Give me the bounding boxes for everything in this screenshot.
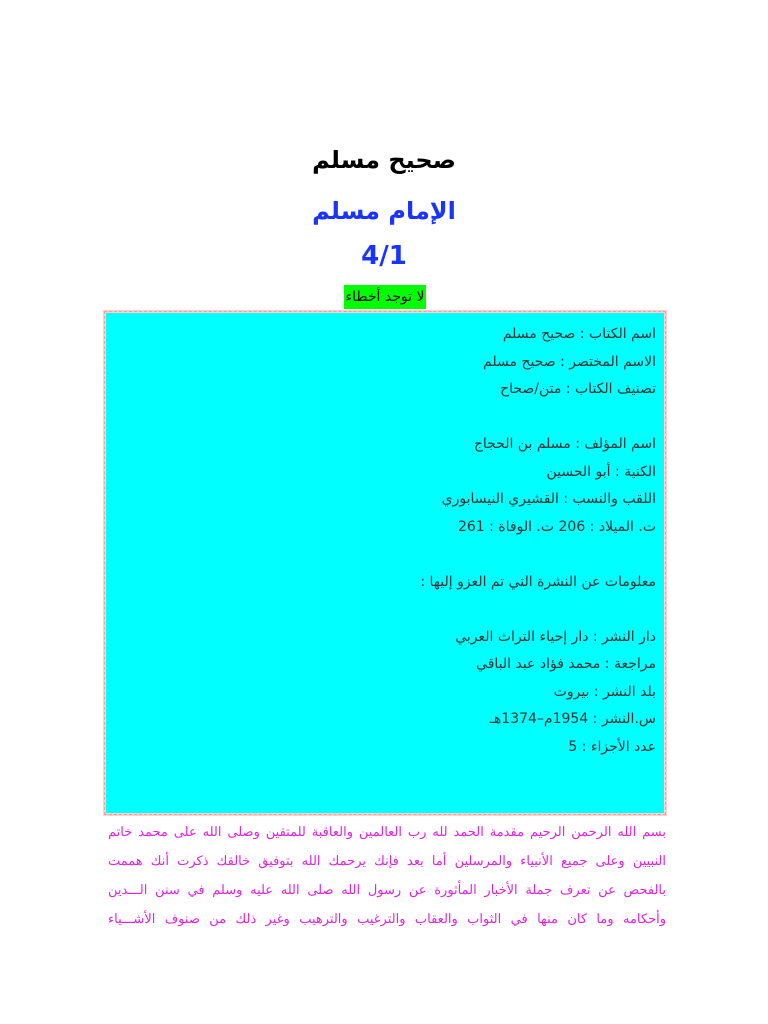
- info-line-kunya: الكنية : أبو الحسين: [546, 463, 656, 480]
- info-line-edition-heading: معلومات عن النشرة التي تم العزو إليها :: [420, 573, 656, 590]
- info-line-author: اسم المؤلف : مسلم بن الحجاج: [473, 436, 656, 452]
- info-line-short-name: الاسم المختصر : صحيح مسلم: [483, 353, 656, 370]
- book-info-lines: [420, 321, 656, 761]
- part-number: 4/1: [361, 241, 407, 271]
- book-title: صحيح مسلم: [312, 146, 456, 174]
- info-line-category: تصنيف الكتاب : متن/صحاح: [500, 381, 656, 397]
- info-line-dates: ت. الميلاد : 206 ت. الوفاة : 261: [457, 518, 656, 535]
- info-line-reviewer: مراجعة : محمد فؤاد عبد الباقي: [476, 656, 656, 672]
- info-line-book-name: اسم الكتاب : صحيح مسلم: [502, 326, 656, 342]
- intro-line: بالفحص عن تعرف جملة الأخبار المأثورة عن رسول الله صلى الله عليه وسلم في سنن الـــدين: [108, 883, 666, 898]
- author-name: الإمام مسلم: [312, 197, 456, 225]
- info-line-spacer: [420, 596, 656, 624]
- info-line-year: س.النشر : 1954م–1374هـ: [489, 711, 656, 727]
- info-line-country: بلد النشر : بيروت: [553, 683, 656, 700]
- info-line-volumes: عدد الأجزاء : 5: [568, 738, 656, 755]
- introduction-text: [108, 818, 666, 934]
- status-badge: لا توجد أخطاء: [344, 285, 426, 309]
- info-line-spacer: [420, 541, 656, 569]
- intro-line: وأحكامه وما كان منها في الثواب والعقاب والترغيب والترهيب وغير ذلك من صنوف الأشـــياء: [108, 912, 666, 927]
- intro-line: النبيين وعلى جميع الأنبياء والمرسلين أما بعد فإنك يرحمك الله بتوفيق خالقك ذكرت أنك هممت: [108, 854, 666, 869]
- intro-line: بسم الله الرحمن الرحيم مقدمة الحمد لله رب العالمين والعاقبة للمتقين وصلى الله على محمد خاتم: [108, 825, 666, 840]
- info-line-publisher: دار النشر : دار إحياء التراث العربي: [455, 628, 656, 645]
- book-info-box: [103, 310, 667, 816]
- info-line-lineage: اللقب والنسب : القشيري النيسابوري: [441, 491, 656, 507]
- info-line-spacer: [420, 404, 656, 432]
